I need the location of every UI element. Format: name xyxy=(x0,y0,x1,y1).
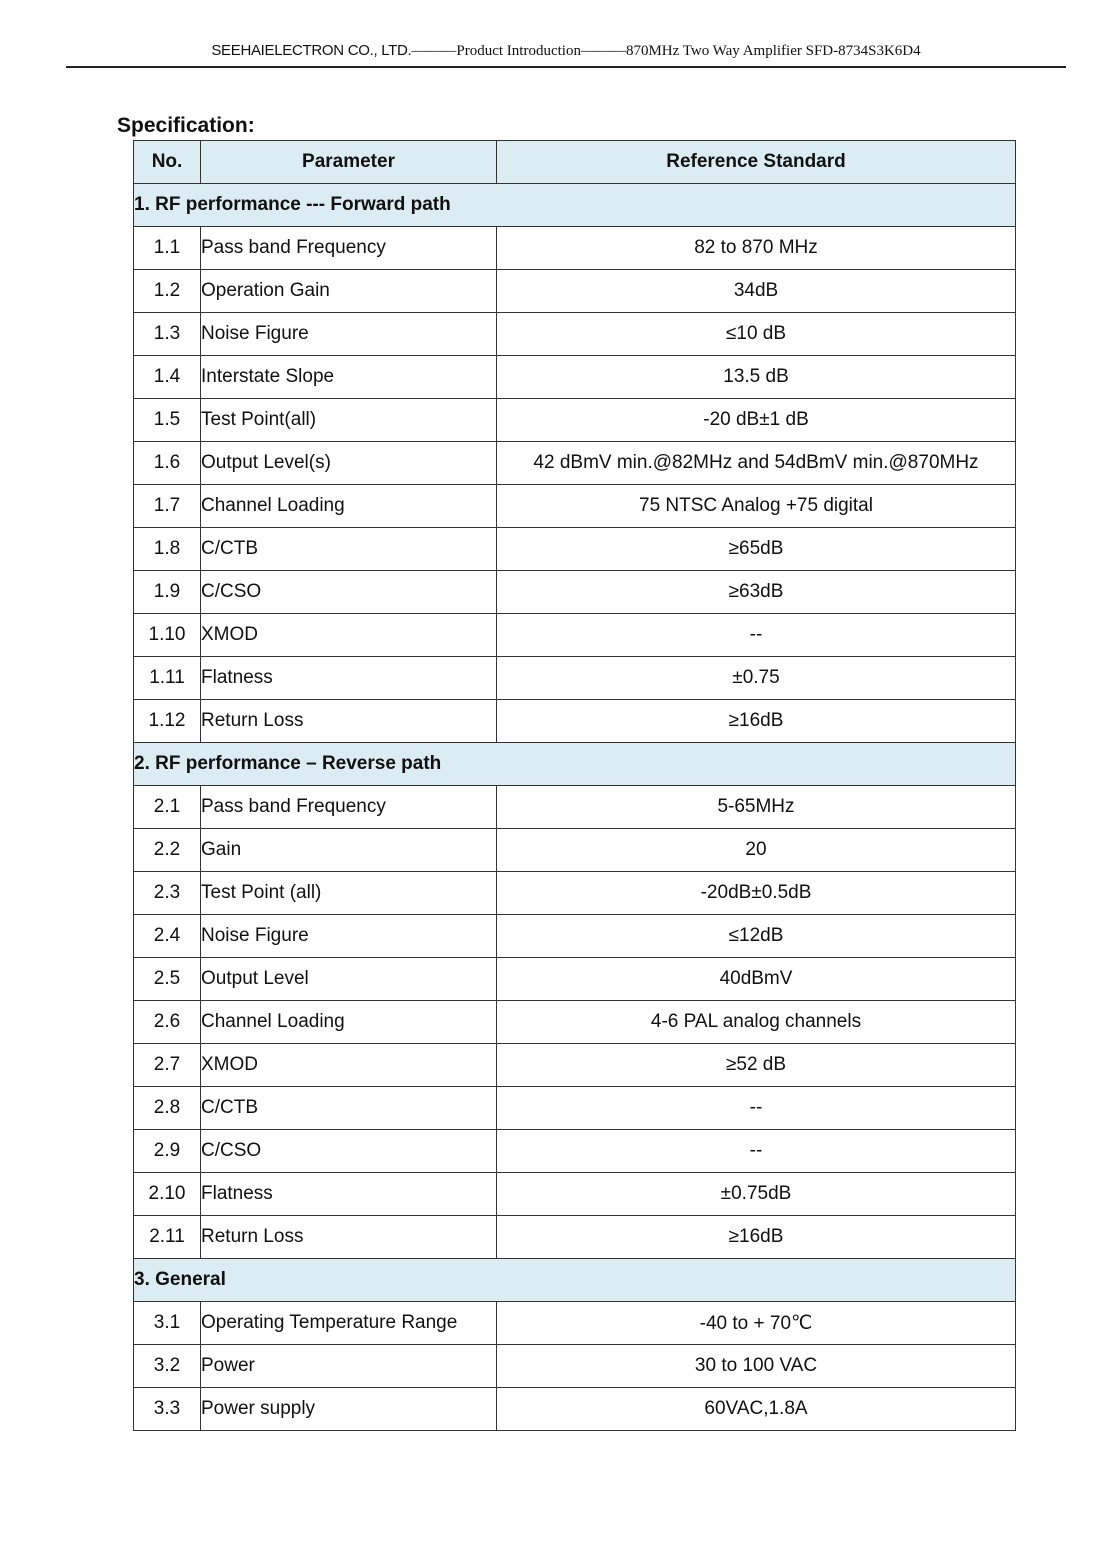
row-number: 2.4 xyxy=(134,915,201,958)
table-header-row xyxy=(134,141,1016,184)
table-row xyxy=(134,958,1016,1001)
row-number: 3.2 xyxy=(134,1345,201,1388)
table-row xyxy=(134,700,1016,743)
table-row xyxy=(134,829,1016,872)
row-number: 1.6 xyxy=(134,442,201,485)
parameter-cell: Noise Figure xyxy=(201,313,497,356)
parameter-cell: XMOD xyxy=(201,614,497,657)
spec-table xyxy=(133,140,1016,1431)
reference-cell: 30 to 100 VAC xyxy=(497,1345,1016,1388)
row-number: 1.2 xyxy=(134,270,201,313)
company-name: SEEHAIELECTRON CO., LTD. xyxy=(211,42,412,59)
reference-cell: -- xyxy=(497,1130,1016,1173)
table-row xyxy=(134,1302,1016,1345)
parameter-cell: Flatness xyxy=(201,1173,497,1216)
table-row xyxy=(134,1044,1016,1087)
row-number: 1.7 xyxy=(134,485,201,528)
row-number: 2.1 xyxy=(134,786,201,829)
reference-cell: ≥52 dB xyxy=(497,1044,1016,1087)
table-row xyxy=(134,485,1016,528)
reference-cell: -20 dB±1 dB xyxy=(497,399,1016,442)
table-row xyxy=(134,356,1016,399)
parameter-cell: Pass band Frequency xyxy=(201,786,497,829)
parameter-cell: Return Loss xyxy=(201,1216,497,1259)
reference-cell: -40 to + 70℃ xyxy=(497,1302,1016,1345)
table-row xyxy=(134,1345,1016,1388)
table-row xyxy=(134,614,1016,657)
parameter-cell: Pass band Frequency xyxy=(201,227,497,270)
table-row xyxy=(134,915,1016,958)
table-row xyxy=(134,227,1016,270)
table-row xyxy=(134,270,1016,313)
parameter-cell: C/CTB xyxy=(201,1087,497,1130)
row-number: 2.5 xyxy=(134,958,201,1001)
section-title: 2. RF performance – Reverse path xyxy=(134,743,1016,786)
parameter-cell: XMOD xyxy=(201,1044,497,1087)
parameter-cell: Output Level xyxy=(201,958,497,1001)
row-number: 2.9 xyxy=(134,1130,201,1173)
reference-cell: ≥65dB xyxy=(497,528,1016,571)
section-row xyxy=(134,743,1016,786)
row-number: 2.2 xyxy=(134,829,201,872)
row-number: 3.3 xyxy=(134,1388,201,1431)
reference-cell: 13.5 dB xyxy=(497,356,1016,399)
row-number: 2.11 xyxy=(134,1216,201,1259)
reference-cell: 34dB xyxy=(497,270,1016,313)
column-header-no: No. xyxy=(134,141,201,184)
document-subtitle: ———Product Introduction———870MHz Two Way Amplifier SFD-8734S3K6D4 xyxy=(411,43,921,59)
reference-cell: 82 to 870 MHz xyxy=(497,227,1016,270)
parameter-cell: Test Point (all) xyxy=(201,872,497,915)
table-row xyxy=(134,657,1016,700)
row-number: 2.3 xyxy=(134,872,201,915)
reference-cell: ±0.75 xyxy=(497,657,1016,700)
row-number: 1.9 xyxy=(134,571,201,614)
page-header xyxy=(66,38,1066,68)
section-row xyxy=(134,1259,1016,1302)
reference-cell: -- xyxy=(497,614,1016,657)
reference-cell: ≥16dB xyxy=(497,700,1016,743)
row-number: 1.1 xyxy=(134,227,201,270)
spec-table-body xyxy=(134,184,1016,1431)
reference-cell: 20 xyxy=(497,829,1016,872)
row-number: 1.5 xyxy=(134,399,201,442)
reference-cell: ≤10 dB xyxy=(497,313,1016,356)
table-row xyxy=(134,571,1016,614)
row-number: 1.8 xyxy=(134,528,201,571)
parameter-cell: Test Point(all) xyxy=(201,399,497,442)
parameter-cell: Noise Figure xyxy=(201,915,497,958)
row-number: 1.10 xyxy=(134,614,201,657)
reference-cell: ±0.75dB xyxy=(497,1173,1016,1216)
reference-cell: 60VAC,1.8A xyxy=(497,1388,1016,1431)
reference-cell: 5-65MHz xyxy=(497,786,1016,829)
table-row xyxy=(134,1388,1016,1431)
parameter-cell: Interstate Slope xyxy=(201,356,497,399)
row-number: 1.4 xyxy=(134,356,201,399)
table-row xyxy=(134,442,1016,485)
reference-cell: 40dBmV xyxy=(497,958,1016,1001)
parameter-cell: C/CSO xyxy=(201,571,497,614)
reference-cell: 75 NTSC Analog +75 digital xyxy=(497,485,1016,528)
table-row xyxy=(134,786,1016,829)
section-row xyxy=(134,184,1016,227)
parameter-cell: Return Loss xyxy=(201,700,497,743)
column-header-reference: Reference Standard xyxy=(497,141,1016,184)
reference-cell: 4-6 PAL analog channels xyxy=(497,1001,1016,1044)
parameter-cell: Flatness xyxy=(201,657,497,700)
reference-cell: ≤12dB xyxy=(497,915,1016,958)
parameter-cell: Power xyxy=(201,1345,497,1388)
section-title: 3. General xyxy=(134,1259,1016,1302)
reference-cell: -- xyxy=(497,1087,1016,1130)
parameter-cell: Power supply xyxy=(201,1388,497,1431)
parameter-cell: Channel Loading xyxy=(201,1001,497,1044)
table-row xyxy=(134,1173,1016,1216)
parameter-cell: C/CSO xyxy=(201,1130,497,1173)
reference-cell: 42 dBmV min.@82MHz and 54dBmV min.@870MHz xyxy=(497,442,1016,485)
row-number: 3.1 xyxy=(134,1302,201,1345)
row-number: 1.12 xyxy=(134,700,201,743)
parameter-cell: Operation Gain xyxy=(201,270,497,313)
row-number: 2.8 xyxy=(134,1087,201,1130)
table-row xyxy=(134,1130,1016,1173)
row-number: 1.11 xyxy=(134,657,201,700)
parameter-cell: Channel Loading xyxy=(201,485,497,528)
table-row xyxy=(134,872,1016,915)
table-row xyxy=(134,1001,1016,1044)
reference-cell: ≥63dB xyxy=(497,571,1016,614)
parameter-cell: Output Level(s) xyxy=(201,442,497,485)
parameter-cell: C/CTB xyxy=(201,528,497,571)
reference-cell: ≥16dB xyxy=(497,1216,1016,1259)
parameter-cell: Operating Temperature Range xyxy=(201,1302,497,1345)
table-row xyxy=(134,313,1016,356)
reference-cell: -20dB±0.5dB xyxy=(497,872,1016,915)
column-header-parameter: Parameter xyxy=(201,141,497,184)
parameter-cell: Gain xyxy=(201,829,497,872)
table-row xyxy=(134,1087,1016,1130)
row-number: 2.7 xyxy=(134,1044,201,1087)
row-number: 2.10 xyxy=(134,1173,201,1216)
row-number: 2.6 xyxy=(134,1001,201,1044)
table-row xyxy=(134,1216,1016,1259)
table-row xyxy=(134,528,1016,571)
row-number: 1.3 xyxy=(134,313,201,356)
section-title: 1. RF performance --- Forward path xyxy=(134,184,1016,227)
table-row xyxy=(134,399,1016,442)
spec-title: Specification: xyxy=(117,114,255,137)
